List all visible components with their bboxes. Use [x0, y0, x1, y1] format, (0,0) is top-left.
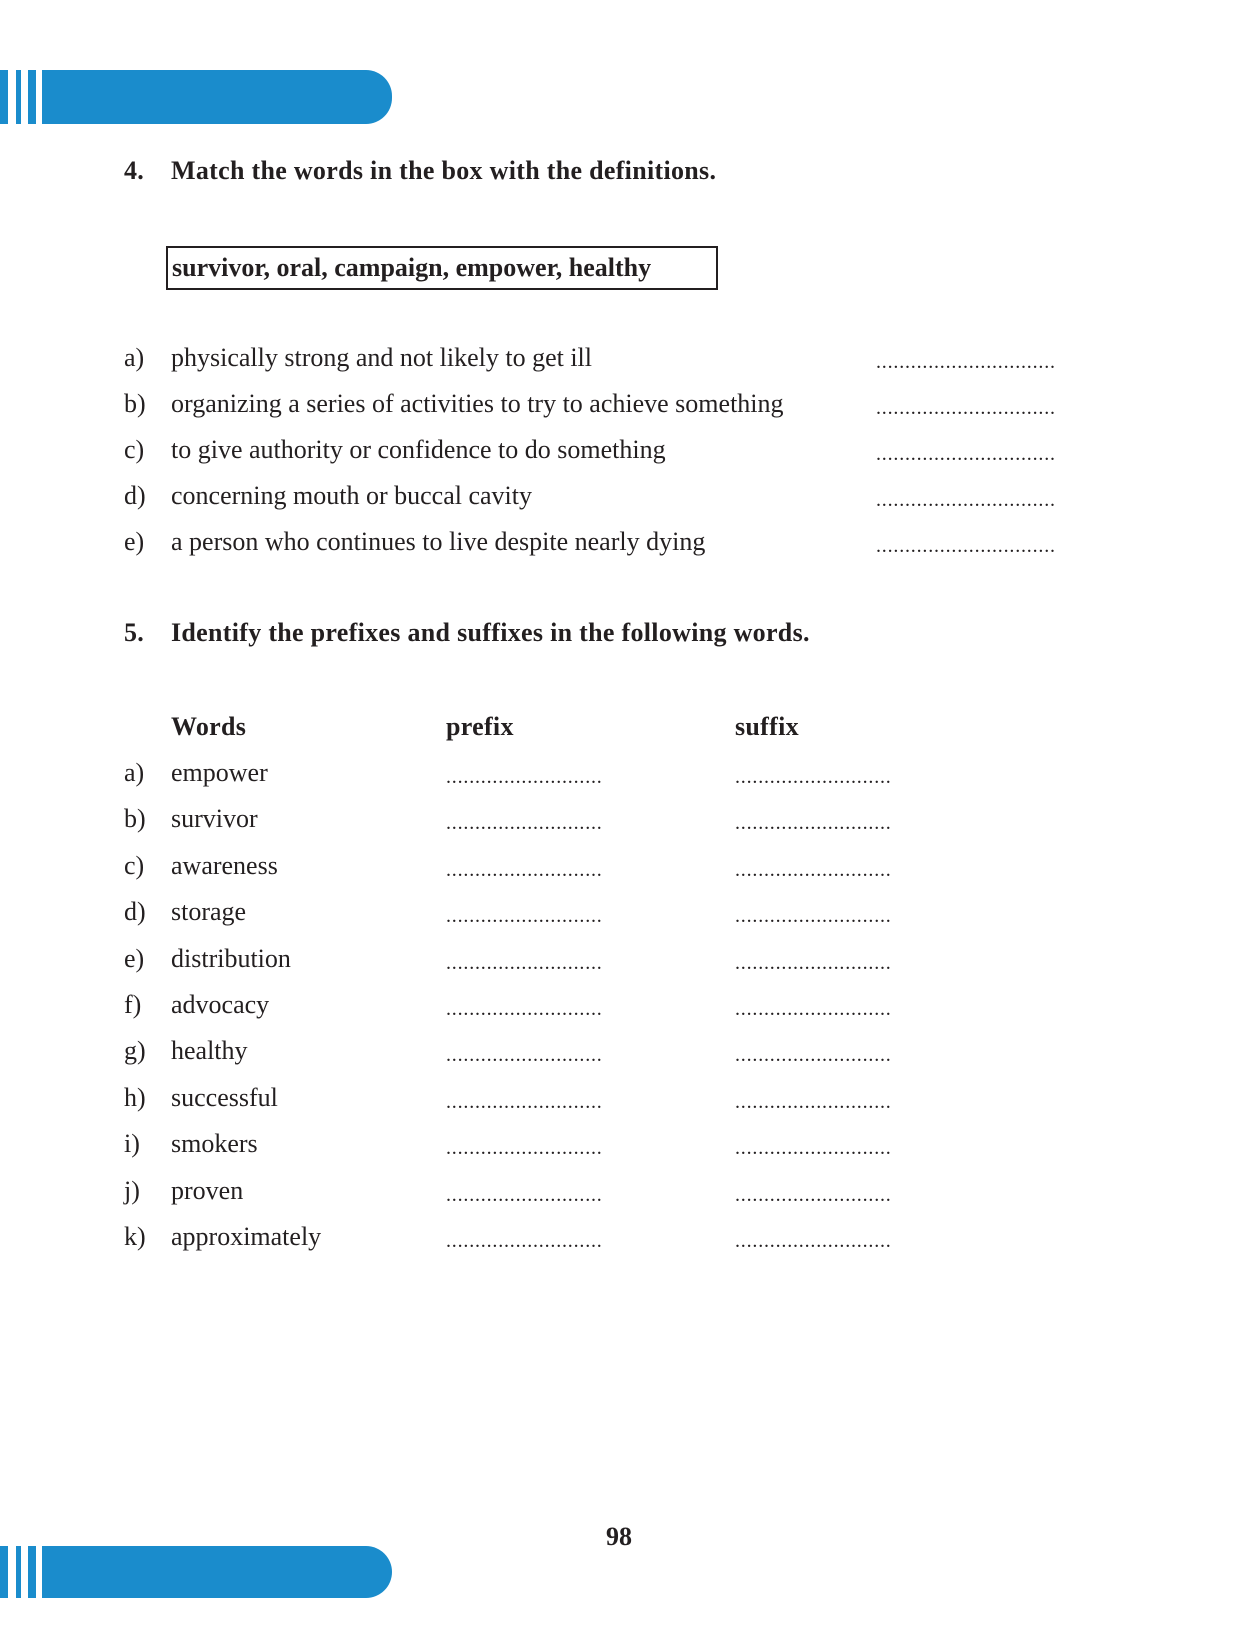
prefix-blank[interactable]: ........................... — [446, 1137, 603, 1159]
answer-blank[interactable]: ............................... — [876, 397, 1056, 419]
word-letter: a) — [124, 758, 145, 787]
word-text: approximately — [171, 1222, 322, 1251]
suffix-blank[interactable]: ........................... — [735, 1184, 892, 1206]
prefix-blank[interactable]: ........................... — [446, 1230, 603, 1252]
word-letter: k) — [124, 1222, 146, 1251]
word-box: survivor, oral, campaign, empower, healthy — [166, 246, 718, 290]
prefix-blank[interactable]: ........................... — [446, 766, 603, 788]
suffix-blank[interactable]: ........................... — [735, 766, 892, 788]
prefix-blank[interactable]: ........................... — [446, 1091, 603, 1113]
word-letter: i) — [124, 1129, 140, 1158]
word-text: awareness — [171, 851, 278, 880]
word-text: distribution — [171, 944, 291, 973]
question-5-heading — [124, 618, 810, 648]
definition-text: a person who continues to live despite nearly dying — [171, 527, 706, 556]
definition-letter: c) — [124, 435, 145, 464]
definition-letter: d) — [124, 481, 146, 510]
word-text: survivor — [171, 804, 258, 833]
suffix-blank[interactable]: ........................... — [735, 998, 892, 1020]
answer-blank[interactable]: ............................... — [876, 489, 1056, 511]
definition-text: concerning mouth or buccal cavity — [171, 481, 532, 510]
word-text: healthy — [171, 1036, 248, 1065]
word-letter: d) — [124, 897, 146, 926]
word-letter: h) — [124, 1083, 146, 1112]
word-text: successful — [171, 1083, 278, 1112]
word-text: proven — [171, 1176, 244, 1205]
page-number: 98 — [606, 1522, 632, 1551]
question-5-number: 5. — [124, 618, 145, 647]
definition-letter: e) — [124, 527, 145, 556]
word-letter: e) — [124, 944, 145, 973]
word-text: advocacy — [171, 990, 270, 1019]
suffix-blank[interactable]: ........................... — [735, 1044, 892, 1066]
prefix-blank[interactable]: ........................... — [446, 952, 603, 974]
column-header-prefix: prefix — [446, 712, 514, 741]
prefix-blank[interactable]: ........................... — [446, 1044, 603, 1066]
word-text: empower — [171, 758, 268, 787]
prefix-blank[interactable]: ........................... — [446, 998, 603, 1020]
column-header-words: Words — [171, 712, 247, 741]
suffix-blank[interactable]: ........................... — [735, 1137, 892, 1159]
definition-text: physically strong and not likely to get ill — [171, 343, 593, 372]
answer-blank[interactable]: ............................... — [876, 535, 1056, 557]
footer-decorative-band — [0, 1546, 392, 1598]
suffix-blank[interactable]: ........................... — [735, 952, 892, 974]
question-4-heading — [124, 156, 716, 186]
header-decorative-band — [0, 70, 392, 124]
word-letter: f) — [124, 990, 142, 1019]
suffix-blank[interactable]: ........................... — [735, 1091, 892, 1113]
word-text: smokers — [171, 1129, 258, 1158]
definition-letter: b) — [124, 389, 146, 418]
answer-blank[interactable]: ............................... — [876, 443, 1056, 465]
suffix-blank[interactable]: ........................... — [735, 812, 892, 834]
definition-text: organizing a series of activities to try to achieve something — [171, 389, 784, 418]
column-header-suffix: suffix — [735, 712, 799, 741]
word-letter: c) — [124, 851, 145, 880]
suffix-blank[interactable]: ........................... — [735, 1230, 892, 1252]
suffix-blank[interactable]: ........................... — [735, 859, 892, 881]
word-letter: b) — [124, 804, 146, 833]
prefix-blank[interactable]: ........................... — [446, 812, 603, 834]
prefix-blank[interactable]: ........................... — [446, 1184, 603, 1206]
suffix-blank[interactable]: ........................... — [735, 905, 892, 927]
question-4-instruction: Match the words in the box with the definitions. — [171, 156, 717, 185]
word-text: storage — [171, 897, 247, 926]
word-letter: g) — [124, 1036, 146, 1065]
definition-letter: a) — [124, 343, 145, 372]
prefix-blank[interactable]: ........................... — [446, 905, 603, 927]
question-4-number: 4. — [124, 156, 145, 185]
prefix-blank[interactable]: ........................... — [446, 859, 603, 881]
definition-text: to give authority or confidence to do something — [171, 435, 666, 464]
answer-blank[interactable]: ............................... — [876, 351, 1056, 373]
question-5-instruction: Identify the prefixes and suffixes in the following words. — [171, 618, 810, 647]
word-letter: j) — [124, 1176, 140, 1205]
